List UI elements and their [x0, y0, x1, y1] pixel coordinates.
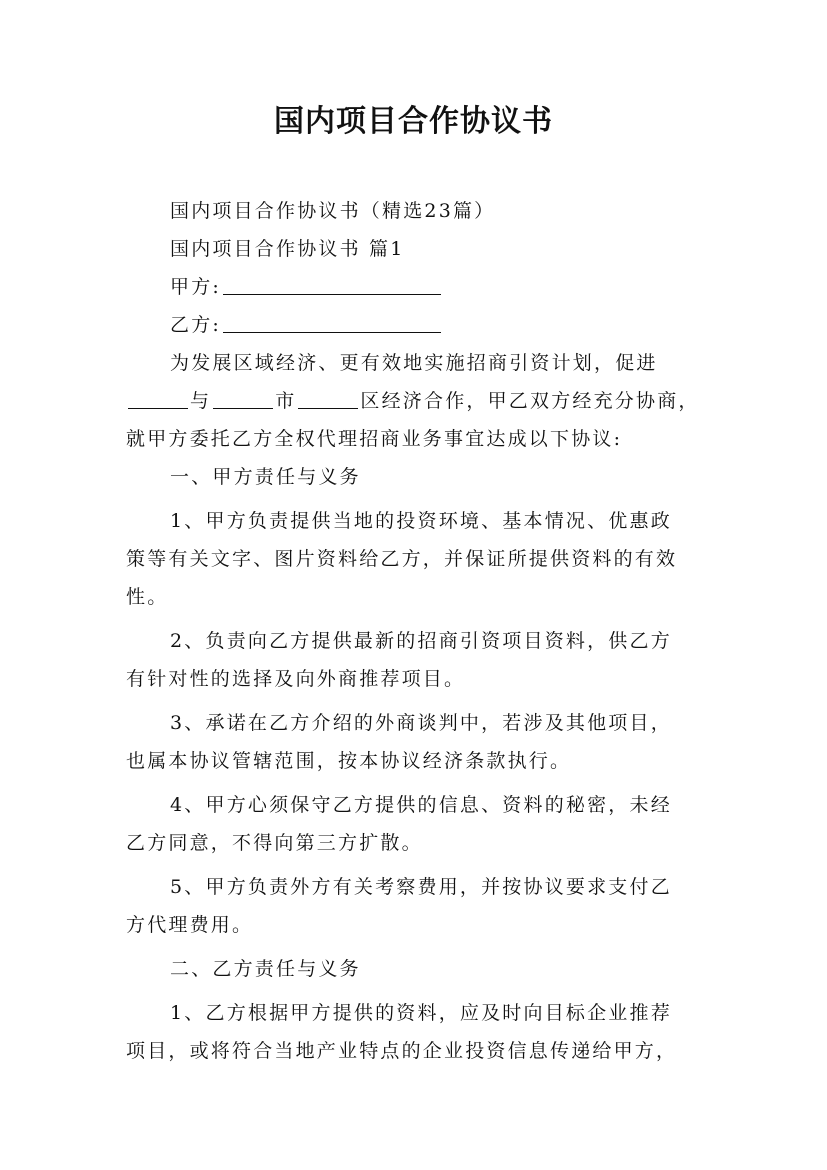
party-b-item-1-line-2: 项目，或将符合当地产业特点的企业投资信息传递给甲方，	[126, 1040, 678, 1062]
party-a-item-1-line-1: 1、甲方负责提供当地的投资环境、基本情况、优惠政	[170, 510, 672, 532]
party-b-item-1-line-1: 1、乙方根据甲方提供的资料，应及时向目标企业推荐	[170, 1002, 672, 1024]
party-a-item-3-line-2: 也属本协议管辖范围，按本协议经济条款执行。	[126, 750, 572, 772]
party-a-duties-heading: 一、甲方责任与义务	[170, 466, 361, 488]
party-b-duties-heading: 二、乙方责任与义务	[170, 958, 361, 980]
intro-city-text: 市	[275, 390, 297, 412]
document-title: 国内项目合作协议书	[274, 104, 553, 139]
region-blank-3	[298, 382, 358, 409]
intro-line-3: 就甲方委托乙方全权代理招商业务事宜达成以下协议:	[126, 428, 623, 450]
party-a-item-4-line-1: 4、甲方心须保守乙方提供的信息、资料的秘密，未经	[170, 794, 672, 816]
party-a-blank	[223, 268, 441, 295]
party-a-item-3-line-1: 3、承诺在乙方介绍的外商谈判中，若涉及其他项目，	[170, 712, 672, 734]
region-blank-1	[128, 382, 188, 409]
party-a-item-1-line-2: 策等有关文字、图片资料给乙方，并保证所提供资料的有效	[126, 548, 678, 570]
party-b-label: 乙方:	[170, 314, 222, 336]
section-heading-line: 国内项目合作协议书 篇1	[170, 238, 405, 260]
subtitle-line: 国内项目合作协议书（精选23篇）	[170, 200, 496, 222]
party-a-item-5-line-1: 5、甲方负责外方有关考察费用，并按协议要求支付乙	[170, 876, 672, 898]
party-a-item-4-line-2: 乙方同意，不得向第三方扩散。	[126, 832, 423, 854]
party-a-item-1-line-3: 性。	[126, 586, 169, 608]
party-a-item-2-line-2: 有针对性的选择及向外商推荐项目。	[126, 668, 466, 690]
party-a-item-2-line-1: 2、负责向乙方提供最新的招商引资项目资料，供乙方	[170, 630, 672, 652]
region-blank-2	[213, 382, 273, 409]
party-b-blank	[223, 306, 441, 333]
intro-line-2	[126, 382, 701, 420]
party-a-label: 甲方:	[170, 276, 222, 298]
intro-line-1: 为发展区域经济、更有效地实施招商引资计划，促进	[170, 352, 658, 374]
party-a-line	[126, 268, 701, 306]
intro-and-text: 与	[190, 390, 212, 412]
intro-cooperation-text: 区经济合作，甲乙双方经充分协商，	[360, 390, 700, 412]
party-b-line	[126, 306, 701, 344]
party-a-item-5-line-2: 方代理费用。	[126, 914, 254, 936]
document-body	[126, 192, 701, 1070]
